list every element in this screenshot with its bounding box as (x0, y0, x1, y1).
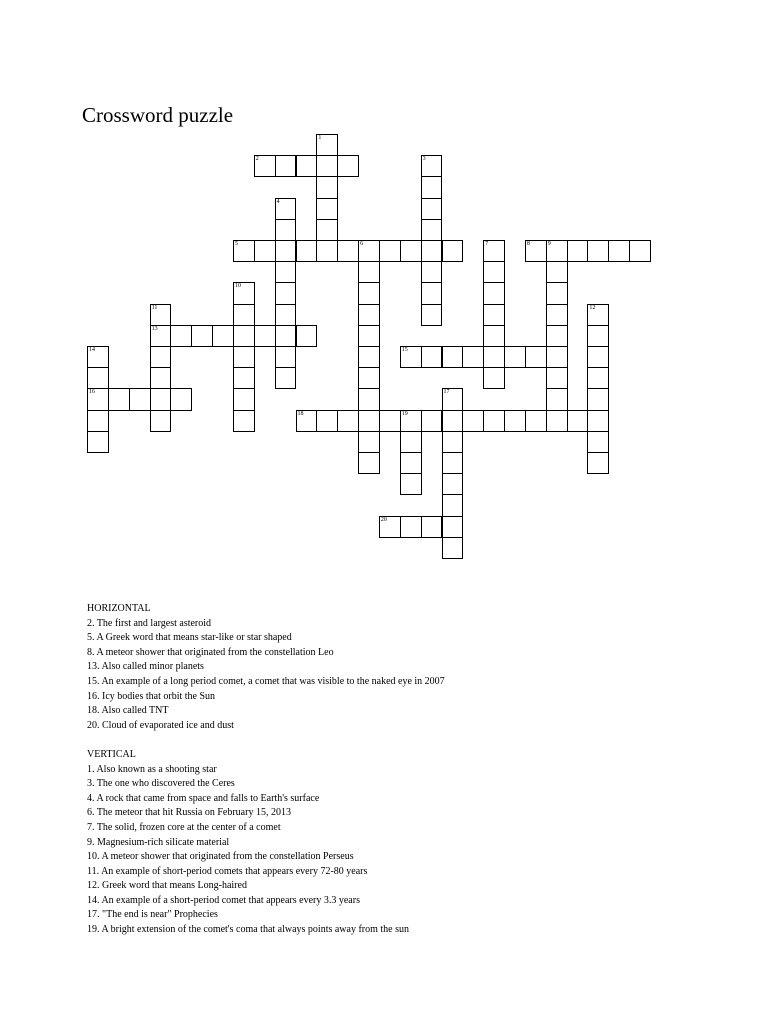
clue-number: 4 (276, 198, 280, 205)
crossword-cell[interactable] (421, 261, 443, 283)
clue-item: 3. The one who discovered the Ceres (87, 778, 235, 790)
crossword-cell[interactable] (546, 304, 568, 326)
crossword-cell[interactable] (379, 516, 401, 538)
crossword-cell[interactable] (462, 410, 484, 432)
crossword-cell[interactable] (400, 473, 422, 495)
crossword-cell[interactable] (296, 410, 318, 432)
horizontal-clue-list (87, 617, 445, 734)
clue-number: 19 (401, 410, 408, 417)
crossword-cell[interactable] (587, 410, 609, 432)
clue-number: 14 (89, 347, 95, 353)
crossword-cell[interactable] (254, 240, 276, 262)
clue-number: 12 (589, 304, 596, 311)
crossword-cell[interactable] (483, 304, 505, 326)
crossword-cell[interactable] (358, 304, 380, 326)
clue-item: 11. An example of short-period comets that appears every 72-80 years (87, 865, 368, 877)
crossword-cell[interactable] (150, 367, 172, 389)
clue-number: 8 (526, 241, 530, 247)
crossword-cell[interactable] (233, 325, 255, 347)
crossword-cell[interactable] (275, 261, 297, 283)
crossword-cell[interactable] (421, 516, 443, 538)
crossword-cell[interactable] (87, 367, 109, 389)
crossword-cell[interactable] (421, 410, 443, 432)
crossword-cell[interactable] (629, 240, 651, 262)
clue-item: 5. A Greek word that means star-like or star shaped (87, 632, 292, 644)
clue-number: 17 (443, 389, 450, 396)
crossword-cell[interactable] (233, 346, 255, 368)
crossword-cell[interactable] (546, 282, 568, 304)
crossword-cell[interactable] (421, 346, 443, 368)
crossword-cell[interactable] (150, 346, 172, 368)
clue-item: 6. The meteor that hit Russia on February 15, 2013 (87, 807, 291, 819)
crossword-cell[interactable] (87, 410, 109, 432)
horizontal-heading: HORIZONTAL (87, 603, 151, 614)
crossword-cell[interactable] (525, 240, 547, 262)
crossword-cell[interactable] (483, 261, 505, 283)
crossword-cell[interactable] (567, 410, 589, 432)
clue-number: 9 (547, 241, 551, 247)
clues-section (87, 602, 445, 938)
crossword-cell[interactable] (316, 410, 338, 432)
clue-item: 9. Magnesium-rich silicate material (87, 836, 230, 848)
crossword-cell[interactable] (358, 240, 380, 262)
crossword-cell[interactable] (275, 198, 297, 220)
clue-item: 19. A bright extension of the comet's coma that always points away from the sun (87, 924, 410, 936)
crossword-cell[interactable] (587, 431, 609, 453)
crossword-cell[interactable] (546, 261, 568, 283)
clue-item: 4. A rock that came from space and falls to Earth's surface (87, 792, 320, 804)
crossword-cell[interactable] (608, 240, 630, 262)
crossword-cell[interactable] (129, 388, 151, 410)
crossword-cell[interactable] (400, 410, 422, 432)
crossword-cell[interactable] (442, 346, 464, 368)
clue-item: 20. Cloud of evaporated ice and dust (87, 719, 234, 731)
crossword-cell[interactable] (358, 388, 380, 410)
crossword-cell[interactable] (358, 325, 380, 347)
clue-item: 1. Also known as a shooting star (87, 763, 217, 775)
crossword-cell[interactable] (421, 198, 443, 220)
crossword-cell[interactable] (87, 431, 109, 453)
crossword-cell[interactable] (87, 388, 109, 410)
crossword-cell[interactable] (442, 516, 464, 538)
crossword-cell[interactable] (546, 240, 568, 262)
crossword-cell[interactable] (483, 367, 505, 389)
crossword-cell[interactable] (587, 240, 609, 262)
clue-item: 16. Icy bodies that orbit the Sun (87, 690, 216, 702)
crossword-cell[interactable] (546, 410, 568, 432)
crossword-cell[interactable] (275, 282, 297, 304)
crossword-cell[interactable] (296, 240, 318, 262)
crossword-cell[interactable] (337, 155, 359, 177)
crossword-cell[interactable] (587, 304, 609, 326)
crossword-cell[interactable] (233, 367, 255, 389)
crossword-cell[interactable] (275, 219, 297, 241)
crossword-cell[interactable] (587, 388, 609, 410)
crossword-cell[interactable] (421, 282, 443, 304)
crossword-cell[interactable] (504, 410, 526, 432)
clue-number: 16 (89, 389, 95, 396)
crossword-cell[interactable] (316, 176, 338, 198)
crossword-cell[interactable] (358, 452, 380, 474)
crossword-cell[interactable] (233, 388, 255, 410)
crossword-cell[interactable] (87, 346, 109, 368)
crossword-cell[interactable] (358, 282, 380, 304)
clue-item: 14. An example of a short-period comet that appears every 3.3 years (87, 894, 360, 906)
clue-item: 18. Also called TNT (87, 705, 169, 717)
crossword-cell[interactable] (275, 240, 297, 262)
crossword-cell[interactable] (212, 325, 234, 347)
clue-number: 13 (151, 325, 158, 332)
crossword-cell[interactable] (587, 452, 609, 474)
crossword-cell[interactable] (316, 198, 338, 220)
crossword-cell[interactable] (150, 304, 172, 326)
crossword-cell[interactable] (525, 346, 547, 368)
crossword-cell[interactable] (442, 494, 464, 516)
crossword-cell[interactable] (546, 367, 568, 389)
crossword-cell[interactable] (483, 240, 505, 262)
crossword-cell[interactable] (421, 155, 443, 177)
crossword-cell[interactable] (296, 325, 318, 347)
crossword-cell[interactable] (421, 304, 443, 326)
clue-number: 1 (318, 135, 322, 141)
clue-number: 15 (401, 347, 408, 353)
crossword-cell[interactable] (525, 410, 547, 432)
crossword-cell[interactable] (150, 325, 172, 347)
crossword-cell[interactable] (108, 388, 130, 410)
crossword-cell[interactable] (233, 240, 255, 262)
crossword-cell[interactable] (316, 240, 338, 262)
crossword-cell[interactable] (442, 388, 464, 410)
crossword-cell[interactable] (358, 261, 380, 283)
clue-number: 18 (297, 410, 304, 417)
clue-item: 13. Also called minor planets (87, 661, 204, 673)
crossword-cell[interactable] (233, 282, 255, 304)
clue-item: 8. A meteor shower that originated from the constellation Leo (87, 646, 334, 658)
clue-number: 20 (380, 516, 387, 523)
crossword-cell[interactable] (296, 155, 318, 177)
crossword-cell[interactable] (587, 367, 609, 389)
crossword-cell[interactable] (337, 240, 359, 262)
crossword-cell[interactable] (400, 240, 422, 262)
crossword-cell[interactable] (462, 346, 484, 368)
crossword-cell[interactable] (400, 452, 422, 474)
crossword-cell[interactable] (254, 325, 276, 347)
crossword-cell[interactable] (358, 367, 380, 389)
clue-item: 7. The solid, frozen core at the center of a comet (87, 821, 281, 833)
crossword-cell[interactable] (379, 240, 401, 262)
clue-number: 7 (485, 241, 489, 247)
crossword-cell[interactable] (483, 410, 505, 432)
page-title: Crossword puzzle (82, 103, 234, 127)
crossword-cell[interactable] (275, 304, 297, 326)
crossword-cell[interactable] (400, 516, 422, 538)
crossword-cell[interactable] (567, 240, 589, 262)
clue-number: 2 (255, 156, 259, 163)
crossword-cell[interactable] (316, 155, 338, 177)
crossword-cell[interactable] (358, 346, 380, 368)
crossword-cell[interactable] (442, 431, 464, 453)
crossword-cell[interactable] (546, 325, 568, 347)
crossword-cell[interactable] (546, 388, 568, 410)
crossword-cell[interactable] (421, 240, 443, 262)
crossword-cell[interactable] (275, 325, 297, 347)
crossword-cell[interactable] (483, 282, 505, 304)
clue-number: 5 (235, 241, 238, 247)
crossword-cell[interactable] (400, 431, 422, 453)
crossword-cell[interactable] (421, 219, 443, 241)
crossword-cell[interactable] (358, 431, 380, 453)
crossword-cell[interactable] (587, 346, 609, 368)
clue-number: 10 (235, 283, 241, 290)
crossword-cell[interactable] (442, 473, 464, 495)
crossword-cell[interactable] (191, 325, 213, 347)
crossword-cell[interactable] (442, 240, 464, 262)
crossword-cell[interactable] (170, 388, 192, 410)
clue-number: 6 (360, 241, 364, 247)
crossword-cell[interactable] (233, 410, 255, 432)
crossword-cell[interactable] (254, 155, 276, 177)
crossword-cell[interactable] (504, 346, 526, 368)
crossword-cell[interactable] (316, 134, 338, 156)
clue-number: 3 (422, 156, 426, 163)
crossword-cell[interactable] (316, 219, 338, 241)
crossword-cell[interactable] (483, 346, 505, 368)
crossword-cell[interactable] (275, 367, 297, 389)
clue-item: 17. "The end is near" Prophecies (87, 909, 218, 921)
vertical-heading: VERTICAL (87, 748, 136, 760)
clue-item: 15. An example of a long period comet, a comet that was visible to the naked eye in 2007 (87, 675, 445, 687)
clue-number: 11 (151, 304, 158, 311)
crossword-cell[interactable] (233, 304, 255, 326)
crossword-cell[interactable] (546, 346, 568, 368)
crossword-cell[interactable] (483, 325, 505, 347)
crossword-cell[interactable] (442, 410, 464, 432)
crossword-cell[interactable] (442, 537, 464, 559)
crossword-cell[interactable] (150, 388, 172, 410)
crossword-cell[interactable] (150, 410, 172, 432)
vertical-clue-list (87, 763, 445, 938)
crossword-cell[interactable] (275, 155, 297, 177)
crossword-cell[interactable] (442, 452, 464, 474)
crossword-cell[interactable] (421, 176, 443, 198)
crossword-cell[interactable] (275, 346, 297, 368)
crossword-cell[interactable] (170, 325, 192, 347)
crossword-cell[interactable] (358, 410, 380, 432)
crossword-cell[interactable] (379, 410, 401, 432)
clue-item: 10. A meteor shower that originated from the constellation Perseus (87, 851, 354, 863)
crossword-cell[interactable] (337, 410, 359, 432)
clue-item: 2. The first and largest asteroid (87, 617, 212, 629)
crossword-cell[interactable] (587, 325, 609, 347)
crossword-cell[interactable] (400, 346, 422, 368)
clue-item: 12. Greek word that means Long-haired (87, 880, 247, 892)
